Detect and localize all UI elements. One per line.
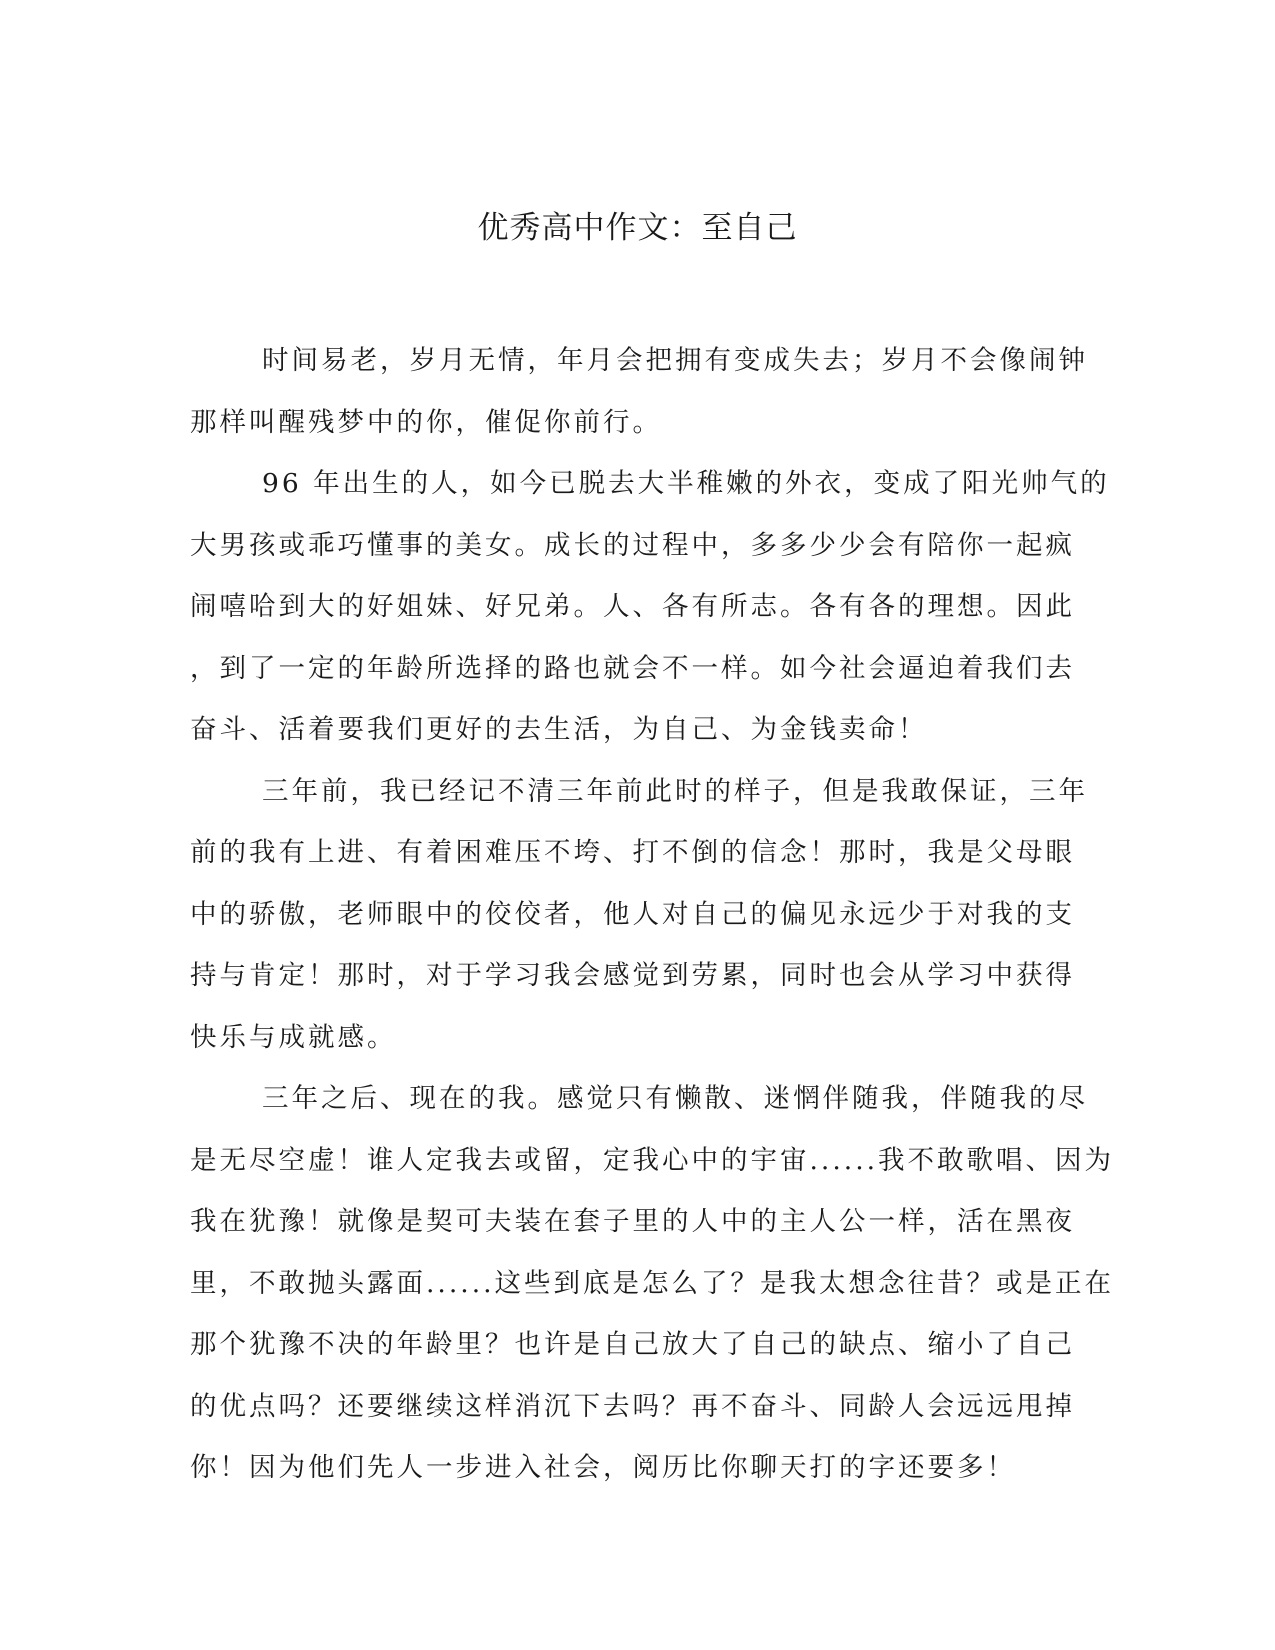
paragraph-1 [190,330,1088,453]
paragraph-line: 中的骄傲，老师眼中的佼佼者，他人对自己的偏见永远少于对我的支 [190,898,1075,930]
paragraph-line: 快乐与成就感。 [190,1021,397,1053]
paragraph-line: 那个犹豫不决的年龄里？也许是自己放大了自己的缺点、缩小了自己 [190,1329,1075,1360]
paragraph-line: 里，不敢抛头露面......这些到底是怎么了？是我太想念往昔？或是正在 [190,1267,1115,1299]
paragraph-line: 那样叫醒残梦中的你，催促你前行。 [190,406,662,438]
paragraph-line: 的优点吗？还要继续这样消沉下去吗？再不奋斗、同龄人会远远甩掉 [190,1390,1075,1422]
paragraph-line: ，到了一定的年龄所选择的路也就会不一样。如今社会逼迫着我们去 [190,652,1075,684]
paragraph-line: 奋斗、活着要我们更好的去生活，为自己、为金钱卖命！ [190,714,928,745]
paragraph-line: 96 年出生的人，如今已脱去大半稚嫩的外衣，变成了阳光帅气的 [262,468,1110,499]
paragraph-line: 三年之后、现在的我。感觉只有懒散、迷惘伴随我，伴随我的尽 [262,1083,1088,1114]
paragraph-line: 你！因为他们先人一步进入社会，阅历比你聊天打的字还要多！ [190,1452,1016,1483]
paragraph-line: 持与肯定！那时，对于学习我会感觉到劳累，同时也会从学习中获得 [190,960,1075,991]
paragraph-line: 我在犹豫！就像是契可夫装在套子里的人中的主人公一样，活在黑夜 [190,1206,1075,1237]
paragraph-line: 三年前，我已经记不清三年前此时的样子，但是我敢保证，三年 [262,775,1088,807]
paragraph-3 [190,761,1088,1069]
paragraph-line: 前的我有上进、有着困难压不垮、打不倒的信念！那时，我是父母眼 [190,837,1075,868]
paragraph-line: 时间易老，岁月无情，年月会把拥有变成失去；岁月不会像闹钟 [262,345,1088,376]
paragraph-line: 是无尽空虚！谁人定我去或留，定我心中的宇宙......我不敢歌唱、因为 [190,1144,1115,1176]
paragraph-4 [190,1068,1115,1499]
paragraph-2 [190,453,1110,761]
paragraph-line: 大男孩或乖巧懂事的美女。成长的过程中，多多少少会有陪你一起疯 [190,529,1075,561]
paragraph-line: 闹嘻哈到大的好姐妹、好兄弟。人、各有所志。各有各的理想。因此 [190,591,1075,622]
document-title: 优秀高中作文：至自己 [477,210,798,246]
document-body [190,330,1115,1499]
